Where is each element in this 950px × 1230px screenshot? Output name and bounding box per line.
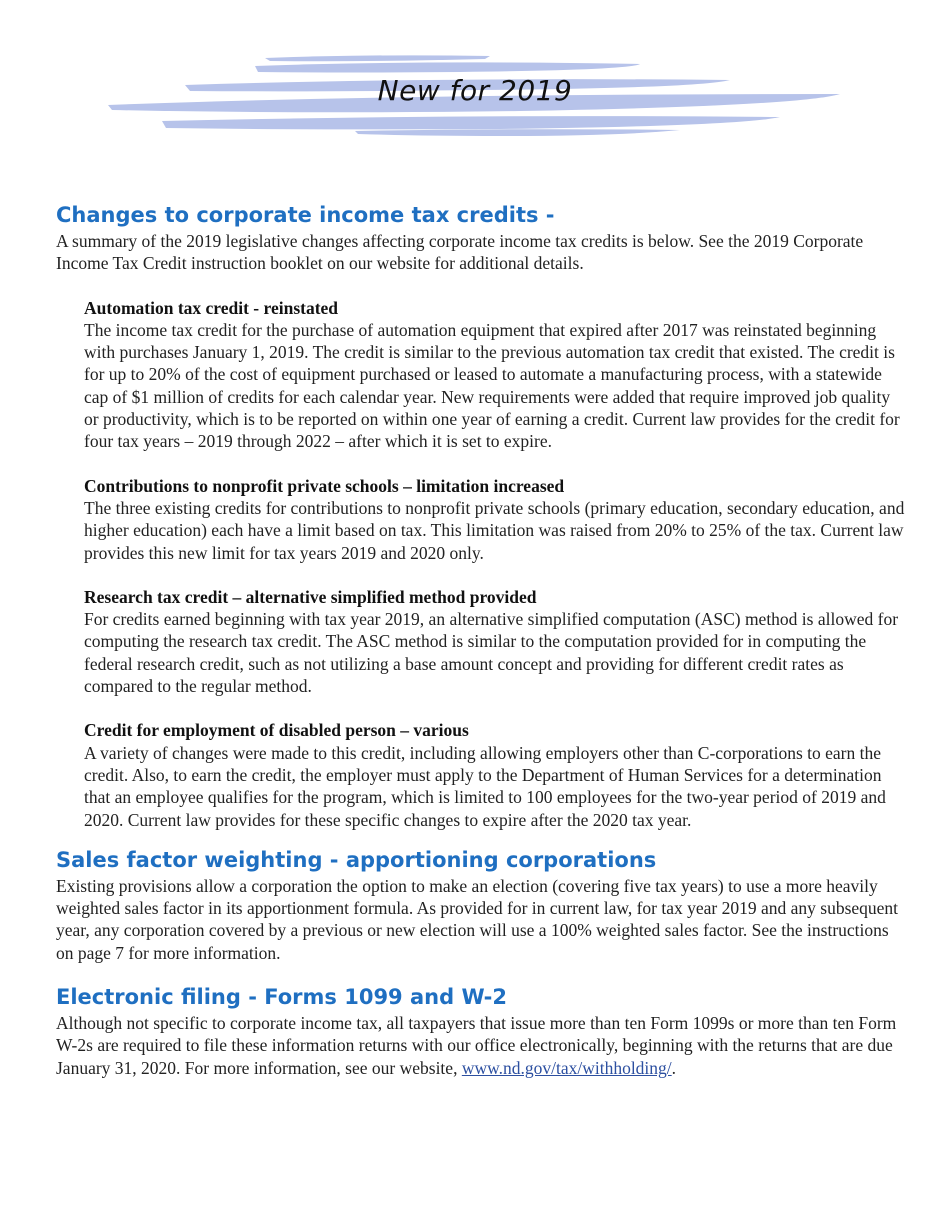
brush-stroke bbox=[162, 116, 780, 129]
banner-title: New for 2019 bbox=[377, 74, 573, 107]
section-intro: A summary of the 2019 legislative changes affecting corporate income tax credits is below. See the 2019 Corporate Income Tax Credit instruction booklet on our website for additional details. bbox=[56, 231, 864, 274]
credit-item-text: A variety of changes were made to this credit, including allowing employers other than C-corporations to earn the credit. Also, to earn the credit, the employer must apply to the Department of Human Services for a determination that an employee qualifies for the program, which is limited to 100 employees for the two-year period of 2019 and 2020. Current law provides for these specific changes to expire after the 2020 tax year. bbox=[84, 742, 886, 830]
electronic-filing-text bbox=[56, 1012, 906, 1079]
credit-item-disabled-employment bbox=[84, 719, 906, 830]
section-heading-corporate-credits: Changes to corporate income tax credits - bbox=[56, 203, 555, 227]
credit-item-research bbox=[84, 586, 906, 697]
electronic-filing-text-before: Although not specific to corporate income tax, all taxpayers that issue more than ten Form 1099s or more than ten Form W-2s are required to file these information returns with our office electronically, beginning with the returns that are due January 31, 2020. For more information, see our website, bbox=[56, 1013, 897, 1078]
brush-stroke bbox=[255, 62, 640, 72]
credit-item-automation bbox=[84, 297, 906, 453]
sales-factor-text: Existing provisions allow a corporation the option to make an election (covering five tax years) to use a more heavily weighted sales factor in its apportionment formula. As provided for in current law, for tax year 2019 and any subsequent year, any corporation covered by a previous or new election will use a 100% weighted sales factor. See the instructions on page 7 for more information. bbox=[56, 875, 899, 963]
withholding-website-link[interactable]: www.nd.gov/tax/withholding/ bbox=[461, 1057, 672, 1078]
credit-item-title: Research tax credit – alternative simplified method provided bbox=[84, 586, 537, 607]
banner bbox=[100, 50, 850, 140]
credit-item-title: Credit for employment of disabled person – various bbox=[84, 720, 469, 741]
credit-item-title: Automation tax credit - reinstated bbox=[84, 297, 339, 318]
credit-item-text: The income tax credit for the purchase of automation equipment that expired after 2017 was reinstated beginning with purchases January 1, 2019. The credit is similar to the previous automation tax credit that existed. The credit is for up to 20% of the cost of equipment purchased or leased to automate a manufacturing process, with a statewide cap of $1 million of credits for each calendar year. New requirements were added that require improved job quality or productivity, which is to be reported on within one year of earning a credit. Current law provides for the credit for four tax years – 2019 through 2022 – after which it is set to expire. bbox=[84, 319, 900, 452]
electronic-filing-text-after: . bbox=[671, 1057, 677, 1078]
brush-stroke bbox=[265, 55, 490, 61]
section-heading-electronic-filing: Electronic filing - Forms 1099 and W-2 bbox=[56, 985, 507, 1010]
section-heading-sales-factor: Sales factor weighting - apportioning corporations bbox=[56, 847, 657, 872]
credit-item-text: For credits earned beginning with tax year 2019, an alternative simplified computation (ASC) method is allowed for computing the research tax credit. The ASC method is similar to the computation provided for in computing the federal research credit, such as not utilizing a base amount concept and providing for different credit rates as compared to the regular method. bbox=[84, 609, 899, 697]
document-body bbox=[56, 200, 906, 1079]
brush-stroke bbox=[355, 129, 680, 136]
credit-item-title: Contributions to nonprofit private schools – limitation increased bbox=[84, 475, 565, 496]
credit-item-private-schools bbox=[84, 475, 906, 564]
credit-item-text: The three existing credits for contributions to nonprofit private schools (primary education, secondary education, and higher education) each have a limit based on tax. This limitation was raised from 20% to 25% of the tax. Current law provides this new limit for tax years 2019 and 2020 only. bbox=[84, 497, 905, 563]
